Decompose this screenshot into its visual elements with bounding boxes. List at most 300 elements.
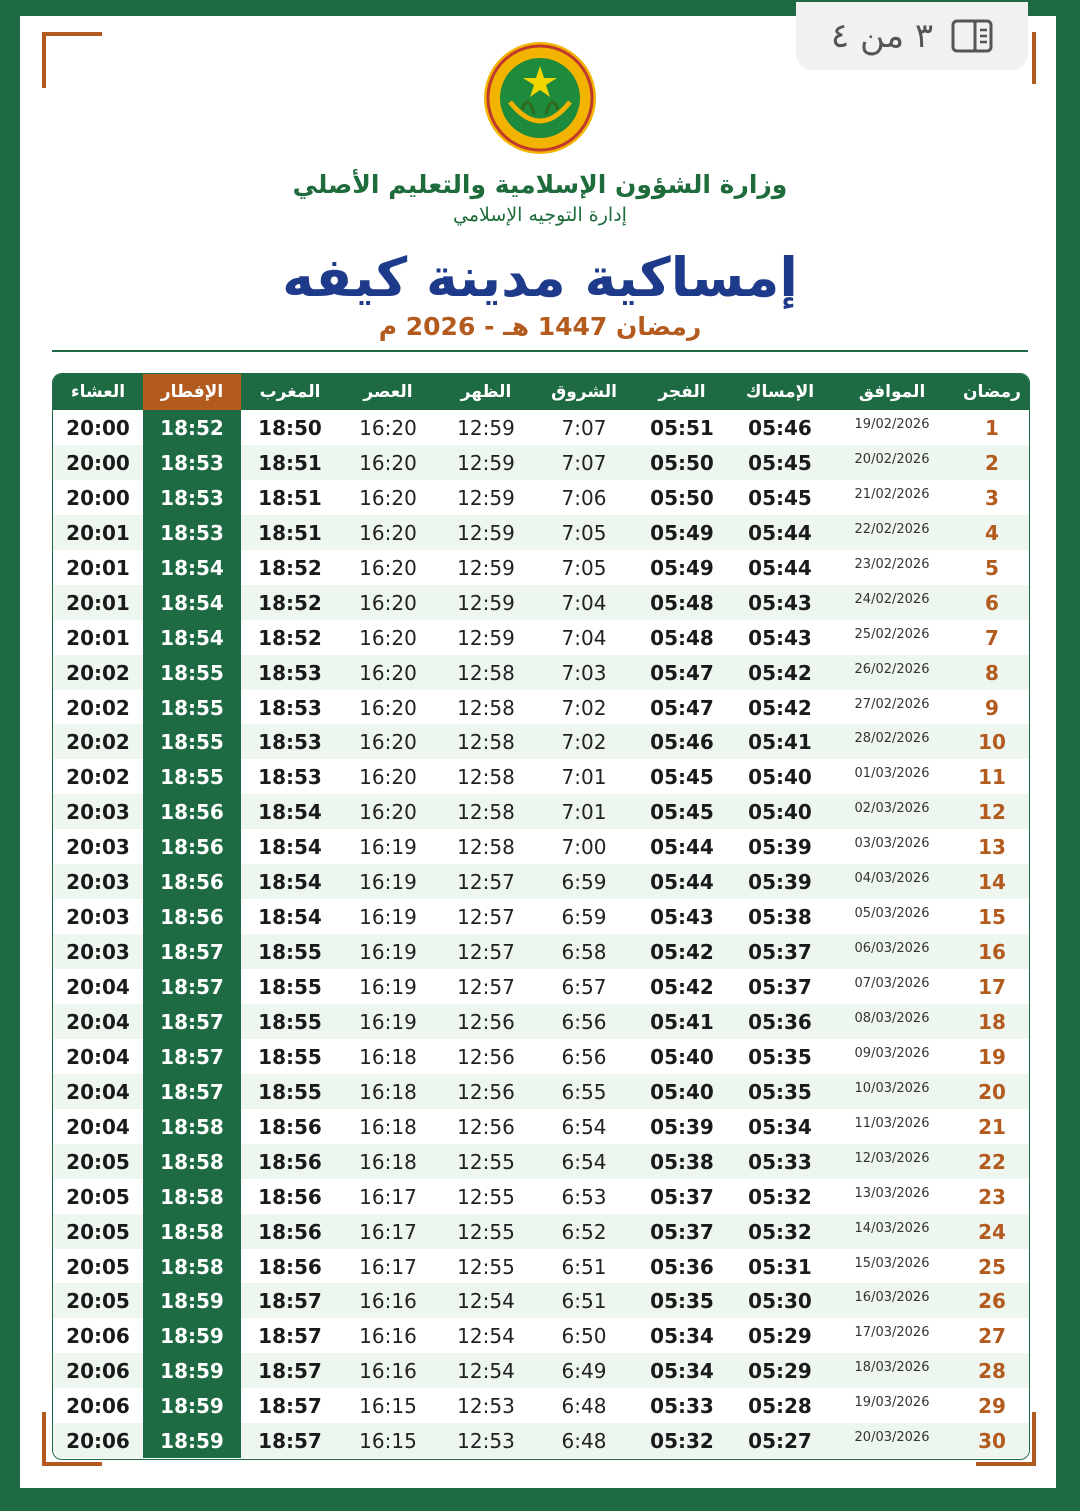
cell-ramadan-day: 17 [978, 975, 1006, 999]
cell-iftar-time: 18:53 [143, 445, 241, 480]
cell-gregorian-date: 26/02/2026 [854, 661, 930, 677]
cell-maghrib-time: 18:55 [258, 1044, 322, 1069]
cell-ramadan-day: 22 [978, 1149, 1006, 1174]
table-row [53, 759, 1029, 794]
cell-gregorian-date: 16/03/2026 [854, 1290, 930, 1306]
cell-maghrib-time: 18:53 [258, 765, 322, 790]
cell-fajr-time: 05:48 [650, 590, 714, 615]
table-row [53, 794, 1029, 829]
cell-ramadan-day: 11 [978, 765, 1006, 790]
cell-fajr-time: 05:45 [650, 765, 714, 790]
cell-ramadan-day: 8 [985, 660, 999, 685]
cell-imsak-time: 05:43 [748, 625, 812, 650]
cell-dhuhr-time: 12:54 [457, 1359, 515, 1384]
cell-shuruq-time: 6:49 [561, 1359, 607, 1384]
cell-isha-time: 20:03 [66, 940, 130, 965]
cell-imsak-time: 05:29 [748, 1324, 812, 1349]
cell-gregorian-date: 03/03/2026 [854, 836, 930, 852]
cell-ramadan-day: 25 [978, 1254, 1006, 1279]
cell-imsak-time: 05:45 [748, 450, 812, 475]
cell-imsak-time: 05:42 [748, 695, 812, 720]
cell-iftar-time: 18:57 [143, 1039, 241, 1074]
column-header-shuruq-time: الشروق [551, 382, 617, 402]
column-header-gregorian-date: الموافق [858, 382, 926, 402]
cell-gregorian-date: 15/03/2026 [854, 1255, 930, 1271]
cell-dhuhr-time: 12:58 [457, 730, 515, 755]
cell-shuruq-time: 7:00 [561, 835, 607, 860]
cell-dhuhr-time: 12:55 [457, 1184, 515, 1209]
cell-isha-time: 20:02 [66, 730, 130, 755]
cell-shuruq-time: 6:59 [561, 905, 607, 930]
page-subtitle: رمضان 1447 هـ - 2026 م [378, 312, 702, 341]
cell-dhuhr-time: 12:53 [457, 1429, 515, 1454]
cell-ramadan-day: 21 [978, 1114, 1006, 1139]
cell-isha-time: 20:04 [66, 1114, 130, 1139]
cell-gregorian-date: 02/03/2026 [854, 801, 930, 817]
table-row [53, 655, 1029, 690]
cell-gregorian-date: 01/03/2026 [854, 766, 930, 782]
cell-imsak-time: 05:37 [748, 975, 812, 999]
cell-dhuhr-time: 12:54 [457, 1324, 515, 1349]
cell-isha-time: 20:04 [66, 1044, 130, 1069]
cell-gregorian-date: 27/02/2026 [854, 696, 930, 712]
cell-ramadan-day: 15 [978, 905, 1006, 930]
ministry-name: وزارة الشؤون الإسلامية والتعليم الأصلي [292, 170, 788, 199]
cell-maghrib-time: 18:53 [258, 730, 322, 755]
cell-isha-time: 20:05 [66, 1149, 130, 1174]
cell-gregorian-date: 07/03/2026 [854, 976, 930, 991]
cell-fajr-time: 05:33 [650, 1394, 714, 1419]
cell-dhuhr-time: 12:59 [457, 555, 515, 580]
cell-isha-time: 20:00 [66, 450, 130, 475]
table-header [53, 374, 1029, 410]
cell-gregorian-date: 20/02/2026 [854, 451, 930, 467]
cell-maghrib-time: 18:50 [258, 416, 322, 440]
cell-dhuhr-time: 12:59 [457, 625, 515, 650]
cell-maghrib-time: 18:55 [258, 975, 322, 999]
cell-fajr-time: 05:47 [650, 660, 714, 685]
table-row [53, 445, 1029, 480]
cell-gregorian-date: 05/03/2026 [854, 906, 930, 922]
cell-dhuhr-time: 12:56 [457, 1044, 515, 1069]
cell-iftar-time: 18:58 [143, 1109, 241, 1144]
cell-ramadan-day: 4 [985, 520, 999, 545]
cell-imsak-time: 05:31 [748, 1254, 812, 1279]
cell-asr-time: 16:15 [359, 1429, 417, 1454]
cell-imsak-time: 05:37 [748, 940, 812, 965]
cell-shuruq-time: 7:02 [561, 695, 607, 720]
cell-iftar-time: 18:55 [143, 690, 241, 725]
cell-imsak-time: 05:38 [748, 905, 812, 930]
cell-isha-time: 20:04 [66, 1009, 130, 1034]
table-row [53, 829, 1029, 864]
cell-fajr-time: 05:42 [650, 940, 714, 965]
cell-isha-time: 20:02 [66, 695, 130, 720]
cell-iftar-time: 18:54 [143, 620, 241, 655]
cell-ramadan-day: 27 [978, 1324, 1006, 1349]
cell-maghrib-time: 18:52 [258, 590, 322, 615]
cell-gregorian-date: 08/03/2026 [854, 1010, 930, 1026]
cell-maghrib-time: 18:57 [258, 1324, 322, 1349]
cell-dhuhr-time: 12:58 [457, 695, 515, 720]
cell-ramadan-day: 7 [985, 625, 999, 650]
cell-ramadan-day: 5 [985, 555, 999, 580]
cell-isha-time: 20:04 [66, 975, 130, 999]
table-row [53, 864, 1029, 899]
cell-isha-time: 20:01 [66, 590, 130, 615]
table-row [53, 1214, 1029, 1249]
cell-ramadan-day: 19 [978, 1044, 1006, 1069]
cell-iftar-time: 18:57 [143, 934, 241, 969]
cell-isha-time: 20:06 [66, 1394, 130, 1419]
cell-isha-time: 20:05 [66, 1184, 130, 1209]
cell-imsak-time: 05:39 [748, 870, 812, 895]
cell-iftar-time: 18:55 [143, 655, 241, 690]
cell-dhuhr-time: 12:57 [457, 975, 515, 999]
cell-maghrib-time: 18:54 [258, 905, 322, 930]
cell-fajr-time: 05:43 [650, 905, 714, 930]
cell-imsak-time: 05:35 [748, 1044, 812, 1069]
cell-imsak-time: 05:42 [748, 660, 812, 685]
cell-shuruq-time: 6:57 [561, 975, 607, 999]
corner-ornament-top-left [42, 32, 102, 88]
directorate-name: إدارة التوجيه الإسلامي [453, 204, 627, 226]
cell-gregorian-date: 14/03/2026 [854, 1220, 930, 1236]
cell-imsak-time: 05:40 [748, 765, 812, 790]
column-header-imsak-time: الإمساك [745, 382, 815, 402]
cell-dhuhr-time: 12:56 [457, 1079, 515, 1104]
cell-dhuhr-time: 12:57 [457, 940, 515, 965]
cell-shuruq-time: 7:04 [561, 590, 607, 615]
cell-dhuhr-time: 12:57 [457, 905, 515, 930]
cell-gregorian-date: 17/03/2026 [854, 1325, 930, 1341]
cell-asr-time: 16:19 [359, 975, 417, 999]
page-indicator[interactable] [796, 2, 1028, 70]
cell-isha-time: 20:05 [66, 1289, 130, 1314]
cell-isha-time: 20:02 [66, 660, 130, 685]
cell-iftar-time: 18:58 [143, 1179, 241, 1214]
table-row [53, 1249, 1029, 1284]
cell-ramadan-day: 28 [978, 1359, 1006, 1384]
cell-iftar-time: 18:59 [143, 1318, 241, 1353]
cell-isha-time: 20:06 [66, 1429, 130, 1454]
table-row [53, 934, 1029, 969]
cell-imsak-time: 05:43 [748, 590, 812, 615]
cell-fajr-time: 05:48 [650, 625, 714, 650]
cell-isha-time: 20:00 [66, 485, 130, 510]
reader-view-icon[interactable] [951, 19, 993, 53]
cell-asr-time: 16:20 [359, 590, 417, 615]
cell-shuruq-time: 7:03 [561, 660, 607, 685]
cell-asr-time: 16:17 [359, 1254, 417, 1279]
cell-iftar-time: 18:55 [143, 724, 241, 759]
cell-maghrib-time: 18:56 [258, 1254, 322, 1279]
cell-iftar-time: 18:53 [143, 515, 241, 550]
cell-dhuhr-time: 12:54 [457, 1289, 515, 1314]
cell-fajr-time: 05:40 [650, 1044, 714, 1069]
cell-iftar-time: 18:56 [143, 829, 241, 864]
cell-dhuhr-time: 12:57 [457, 870, 515, 895]
cell-iftar-time: 18:58 [143, 1214, 241, 1249]
cell-shuruq-time: 6:53 [561, 1184, 607, 1209]
cell-shuruq-time: 7:06 [561, 485, 607, 510]
cell-dhuhr-time: 12:55 [457, 1254, 515, 1279]
cell-shuruq-time: 6:55 [561, 1079, 607, 1104]
cell-imsak-time: 05:40 [748, 800, 812, 825]
cell-ramadan-day: 6 [985, 590, 999, 615]
cell-iftar-time: 18:57 [143, 969, 241, 1004]
table-row [53, 969, 1029, 1004]
cell-gregorian-date: 18/03/2026 [854, 1360, 930, 1376]
cell-isha-time: 20:01 [66, 520, 130, 545]
cell-gregorian-date: 21/02/2026 [854, 486, 930, 502]
cell-iftar-time: 18:59 [143, 1388, 241, 1423]
table-row [53, 1039, 1029, 1074]
cell-gregorian-date: 12/03/2026 [854, 1150, 930, 1166]
table-row [53, 410, 1029, 445]
cell-gregorian-date: 19/02/2026 [854, 417, 930, 432]
cell-imsak-time: 05:44 [748, 520, 812, 545]
table-row [53, 1109, 1029, 1144]
cell-fajr-time: 05:37 [650, 1184, 714, 1209]
cell-isha-time: 20:05 [66, 1254, 130, 1279]
cell-ramadan-day: 14 [978, 870, 1006, 895]
cell-asr-time: 16:18 [359, 1114, 417, 1139]
cell-maghrib-time: 18:57 [258, 1359, 322, 1384]
cell-shuruq-time: 6:52 [561, 1219, 607, 1244]
table-row [53, 1283, 1029, 1318]
cell-asr-time: 16:19 [359, 1009, 417, 1034]
cell-fajr-time: 05:34 [650, 1324, 714, 1349]
table-row [53, 1353, 1029, 1388]
page-indicator-label: ٣ من ٤ [830, 16, 934, 56]
cell-ramadan-day: 10 [978, 730, 1006, 755]
cell-asr-time: 16:19 [359, 940, 417, 965]
cell-ramadan-day: 30 [978, 1429, 1006, 1454]
cell-imsak-time: 05:30 [748, 1289, 812, 1314]
table-row [53, 515, 1029, 550]
cell-gregorian-date: 23/02/2026 [854, 556, 930, 572]
cell-asr-time: 16:16 [359, 1324, 417, 1349]
table-row [53, 899, 1029, 934]
cell-fajr-time: 05:41 [650, 1009, 714, 1034]
cell-asr-time: 16:17 [359, 1219, 417, 1244]
cell-asr-time: 16:16 [359, 1289, 417, 1314]
cell-imsak-time: 05:32 [748, 1219, 812, 1244]
cell-ramadan-day: 24 [978, 1219, 1006, 1244]
cell-fajr-time: 05:49 [650, 520, 714, 545]
cell-maghrib-time: 18:55 [258, 1009, 322, 1034]
cell-asr-time: 16:19 [359, 835, 417, 860]
cell-ramadan-day: 26 [978, 1289, 1006, 1314]
table-row [53, 1179, 1029, 1214]
cell-shuruq-time: 7:07 [561, 450, 607, 475]
cell-maghrib-time: 18:56 [258, 1114, 322, 1139]
cell-isha-time: 20:03 [66, 905, 130, 930]
cell-isha-time: 20:06 [66, 1324, 130, 1349]
cell-shuruq-time: 6:54 [561, 1114, 607, 1139]
cell-fajr-time: 05:36 [650, 1254, 714, 1279]
cell-gregorian-date: 20/03/2026 [854, 1430, 930, 1446]
cell-dhuhr-time: 12:56 [457, 1009, 515, 1034]
cell-gregorian-date: 10/03/2026 [854, 1080, 930, 1096]
column-header-asr-time: العصر [363, 382, 413, 402]
table-body [53, 410, 1029, 1458]
column-header-maghrib-time: المغرب [259, 382, 321, 402]
cell-imsak-time: 05:45 [748, 485, 812, 510]
cell-fajr-time: 05:39 [650, 1114, 714, 1139]
cell-maghrib-time: 18:51 [258, 485, 322, 510]
column-header-isha-time: العشاء [70, 382, 126, 402]
cell-gregorian-date: 28/02/2026 [854, 731, 930, 747]
cell-maghrib-time: 18:56 [258, 1184, 322, 1209]
cell-asr-time: 16:20 [359, 625, 417, 650]
cell-fajr-time: 05:50 [650, 450, 714, 475]
cell-imsak-time: 05:32 [748, 1184, 812, 1209]
cell-fajr-time: 05:42 [650, 975, 714, 999]
cell-dhuhr-time: 12:53 [457, 1394, 515, 1419]
cell-iftar-time: 18:56 [143, 864, 241, 899]
cell-imsak-time: 05:29 [748, 1359, 812, 1384]
cell-dhuhr-time: 12:59 [457, 450, 515, 475]
corner-ornament-top-right [1032, 32, 1036, 84]
cell-isha-time: 20:03 [66, 835, 130, 860]
table-row [53, 620, 1029, 655]
cell-gregorian-date: 11/03/2026 [854, 1115, 930, 1131]
cell-maghrib-time: 18:54 [258, 870, 322, 895]
cell-imsak-time: 05:36 [748, 1009, 812, 1034]
table-row [53, 1074, 1029, 1109]
cell-gregorian-date: 09/03/2026 [854, 1045, 930, 1061]
cell-ramadan-day: 9 [985, 695, 999, 720]
cell-isha-time: 20:05 [66, 1219, 130, 1244]
cell-maghrib-time: 18:57 [258, 1429, 322, 1454]
cell-iftar-time: 18:58 [143, 1249, 241, 1284]
cell-shuruq-time: 6:59 [561, 870, 607, 895]
cell-fajr-time: 05:40 [650, 1079, 714, 1104]
cell-imsak-time: 05:41 [748, 730, 812, 755]
cell-maghrib-time: 18:52 [258, 555, 322, 580]
table-row [53, 724, 1029, 759]
cell-iftar-time: 18:57 [143, 1004, 241, 1039]
cell-shuruq-time: 7:01 [561, 765, 607, 790]
cell-isha-time: 20:04 [66, 1079, 130, 1104]
cell-fajr-time: 05:51 [650, 416, 714, 440]
cell-dhuhr-time: 12:58 [457, 660, 515, 685]
cell-fajr-time: 05:47 [650, 695, 714, 720]
cell-fajr-time: 05:45 [650, 800, 714, 825]
cell-fajr-time: 05:37 [650, 1219, 714, 1244]
cell-imsak-time: 05:46 [748, 416, 812, 440]
cell-fajr-time: 05:32 [650, 1429, 714, 1454]
cell-imsak-time: 05:33 [748, 1149, 812, 1174]
cell-dhuhr-time: 12:59 [457, 520, 515, 545]
cell-gregorian-date: 24/02/2026 [854, 591, 930, 607]
cell-asr-time: 16:19 [359, 870, 417, 895]
cell-asr-time: 16:18 [359, 1079, 417, 1104]
cell-isha-time: 20:03 [66, 870, 130, 895]
cell-ramadan-day: 18 [978, 1009, 1006, 1034]
cell-iftar-time: 18:58 [143, 1144, 241, 1179]
cell-iftar-time: 18:54 [143, 550, 241, 585]
cell-shuruq-time: 7:04 [561, 625, 607, 650]
cell-asr-time: 16:16 [359, 1359, 417, 1384]
column-header-ramadan-day: رمضان [963, 382, 1021, 402]
cell-dhuhr-time: 12:56 [457, 1114, 515, 1139]
cell-shuruq-time: 6:58 [561, 940, 607, 965]
page-title: إمساكية مدينة كيفه [282, 246, 798, 309]
cell-iftar-time: 18:52 [143, 410, 241, 445]
cell-dhuhr-time: 12:58 [457, 800, 515, 825]
cell-imsak-time: 05:27 [748, 1429, 812, 1454]
cell-asr-time: 16:20 [359, 485, 417, 510]
cell-dhuhr-time: 12:59 [457, 485, 515, 510]
cell-shuruq-time: 6:56 [561, 1009, 607, 1034]
cell-asr-time: 16:20 [359, 416, 417, 440]
cell-shuruq-time: 6:56 [561, 1044, 607, 1069]
cell-imsak-time: 05:34 [748, 1114, 812, 1139]
cell-shuruq-time: 7:01 [561, 800, 607, 825]
cell-dhuhr-time: 12:58 [457, 765, 515, 790]
cell-imsak-time: 05:39 [748, 835, 812, 860]
column-header-iftar-time: الإفطار [143, 374, 241, 410]
cell-iftar-time: 18:54 [143, 585, 241, 620]
cell-shuruq-time: 7:05 [561, 520, 607, 545]
cell-iftar-time: 18:59 [143, 1353, 241, 1388]
table-row [53, 1144, 1029, 1179]
cell-fajr-time: 05:46 [650, 730, 714, 755]
cell-dhuhr-time: 12:59 [457, 416, 515, 440]
cell-gregorian-date: 25/02/2026 [854, 626, 930, 642]
cell-maghrib-time: 18:51 [258, 520, 322, 545]
cell-iftar-time: 18:56 [143, 899, 241, 934]
ministry-seal-icon [482, 40, 598, 156]
cell-isha-time: 20:01 [66, 555, 130, 580]
cell-maghrib-time: 18:53 [258, 660, 322, 685]
cell-shuruq-time: 7:07 [561, 416, 607, 440]
cell-maghrib-time: 18:54 [258, 835, 322, 860]
divider [52, 350, 1028, 352]
table-row [53, 690, 1029, 725]
cell-isha-time: 20:06 [66, 1359, 130, 1384]
cell-gregorian-date: 13/03/2026 [854, 1185, 930, 1201]
cell-asr-time: 16:20 [359, 765, 417, 790]
table-row [53, 1004, 1029, 1039]
cell-ramadan-day: 3 [985, 485, 999, 510]
cell-iftar-time: 18:55 [143, 759, 241, 794]
cell-shuruq-time: 6:50 [561, 1324, 607, 1349]
cell-ramadan-day: 20 [978, 1079, 1006, 1104]
cell-maghrib-time: 18:52 [258, 625, 322, 650]
cell-imsak-time: 05:28 [748, 1394, 812, 1419]
cell-asr-time: 16:20 [359, 695, 417, 720]
cell-ramadan-day: 13 [978, 835, 1006, 860]
cell-isha-time: 20:01 [66, 625, 130, 650]
table-row [53, 550, 1029, 585]
cell-maghrib-time: 18:54 [258, 800, 322, 825]
cell-maghrib-time: 18:55 [258, 1079, 322, 1104]
cell-fajr-time: 05:34 [650, 1359, 714, 1384]
cell-asr-time: 16:20 [359, 730, 417, 755]
cell-gregorian-date: 22/02/2026 [854, 521, 930, 537]
cell-asr-time: 16:17 [359, 1184, 417, 1209]
cell-fajr-time: 05:38 [650, 1149, 714, 1174]
cell-iftar-time: 18:59 [143, 1423, 241, 1458]
cell-ramadan-day: 1 [985, 416, 999, 440]
cell-fajr-time: 05:35 [650, 1289, 714, 1314]
cell-isha-time: 20:03 [66, 800, 130, 825]
cell-dhuhr-time: 12:55 [457, 1219, 515, 1244]
